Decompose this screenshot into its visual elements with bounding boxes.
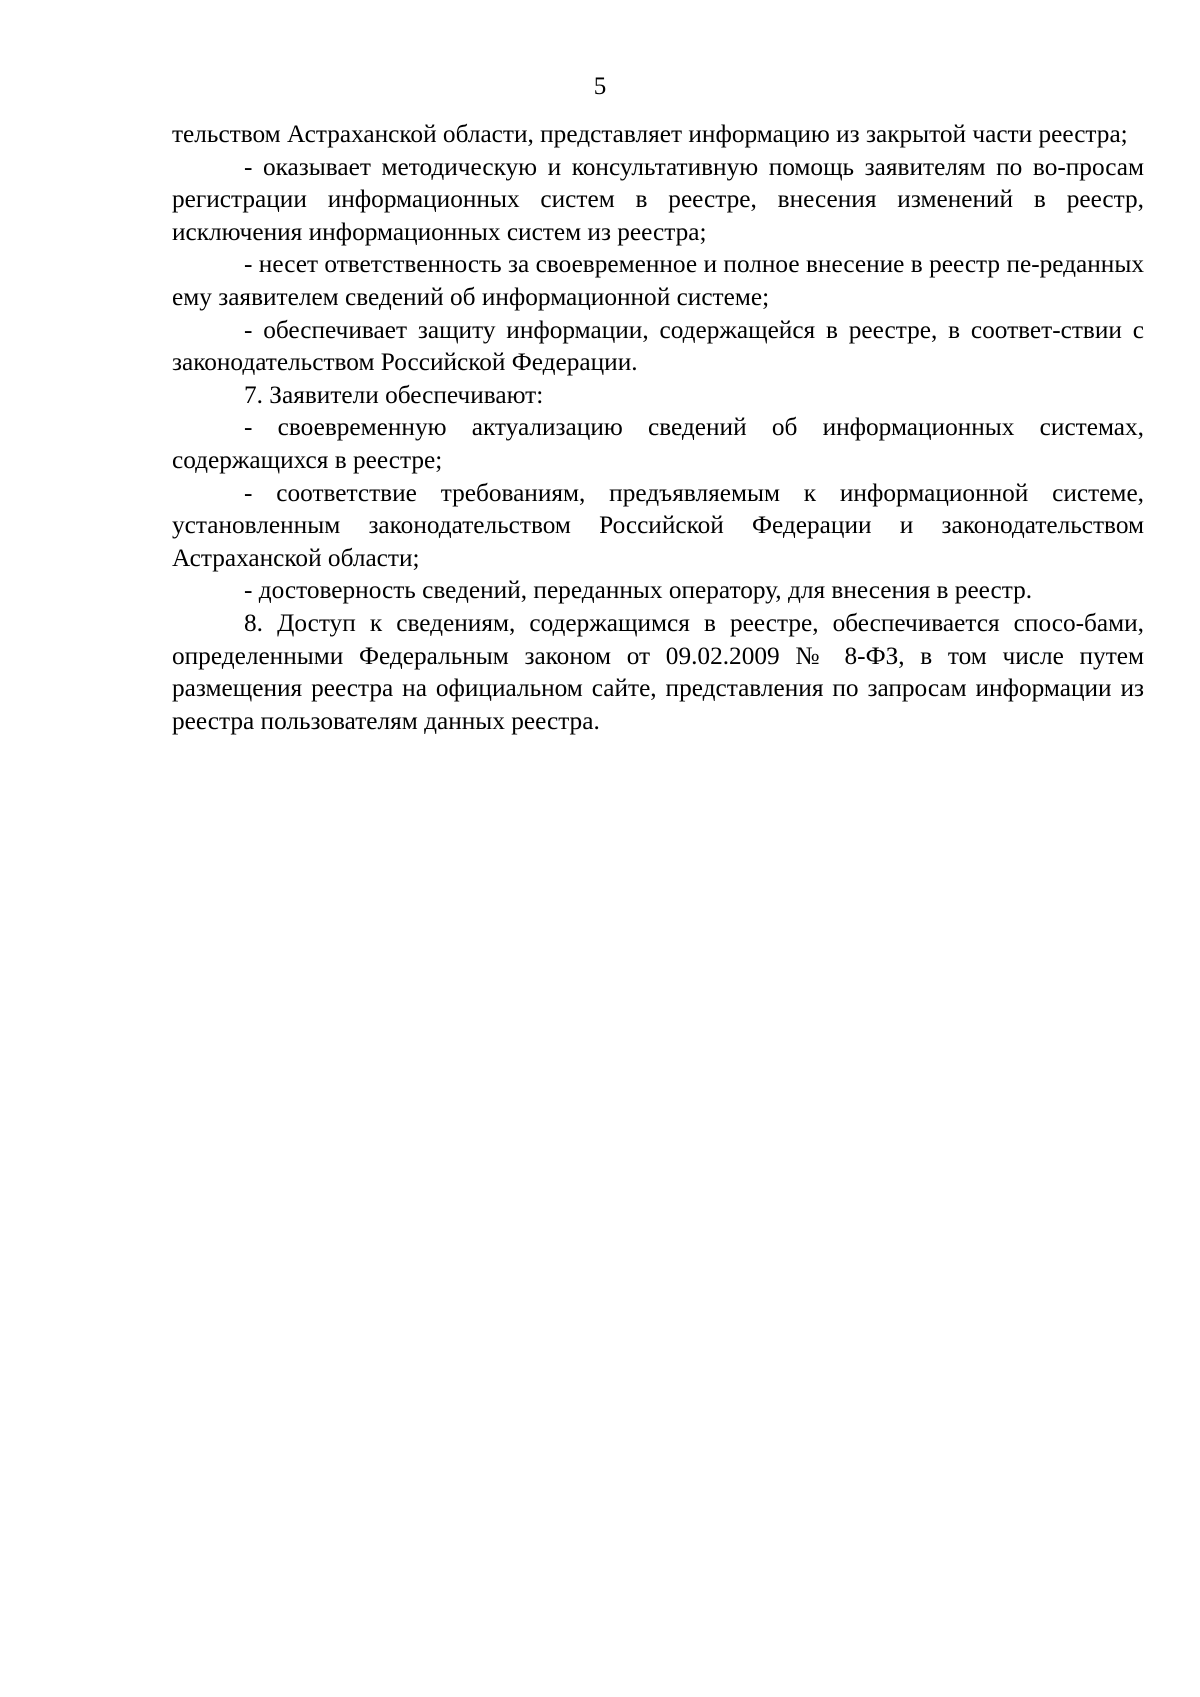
paragraph: - соответствие требованиям, предъявляемым к информационной системе, установленным законодательством Российской Федерации и законодательством Астраханской области; [172, 478, 1144, 572]
paragraph: 8. Доступ к сведениям, содержащимся в реестре, обеспечивается спосо-бами, определенными Федеральным законом от 09.02.2009 № 8-ФЗ, в том числе путем размещения реестра на официальном сайте, представления по запросам информации из реестра пользователям данных реестра. [172, 608, 1144, 735]
paragraph: - своевременную актуализацию сведений об информационных системах, содержащихся в реестре; [172, 413, 1144, 474]
document-body [172, 118, 1144, 737]
paragraph: - обеспечивает защиту информации, содержащейся в реестре, в соответ-ствии с законодательством Российской Федерации. [172, 315, 1144, 377]
page-number: 5 [593, 73, 607, 100]
paragraph: 7. Заявители обеспечивают: [244, 380, 544, 409]
paragraph: - оказывает методическую и консультативную помощь заявителям по во-просам регистрации информационных систем в реестре, внесения изменений в реестр, исключения информационных систем из реестра; [172, 152, 1144, 246]
paragraph: - достоверность сведений, переданных оператору, для внесения в реестр. [244, 576, 1033, 605]
paragraph: тельством Астраханской области, представляет информацию из закрытой части реестра; [172, 120, 1128, 148]
paragraph: - несет ответственность за своевременное и полное внесение в реестр пе-реданных ему заявителем сведений об информационной системе; [172, 250, 1144, 311]
